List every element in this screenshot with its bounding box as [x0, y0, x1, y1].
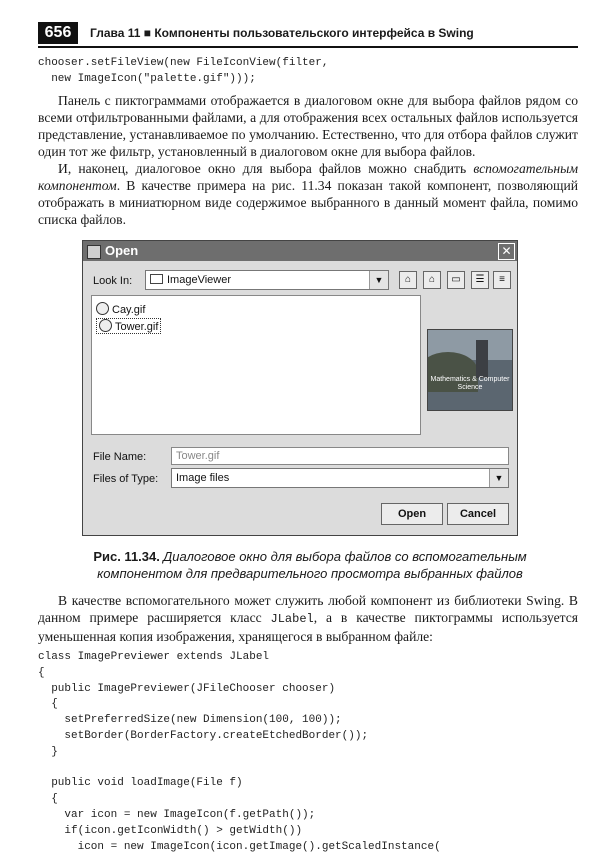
open-button[interactable]: Open	[381, 503, 443, 525]
code-block-top: chooser.setFileView(new FileIconView(filter, new ImageIcon("palette.gif")));	[38, 57, 329, 85]
paragraph-3: В качестве вспомогательного может служить любой компонент из библиотеки Swing. В данном примере расширяется класс JLabel, а в качестве пиктограммы используется уменьшенная копия изображения, хранящегося в выбранном файле:	[38, 593, 579, 644]
figure-label: Рис. 11.34.	[93, 549, 160, 564]
dialog-titlebar	[83, 241, 517, 261]
list-view-icon[interactable]: ☰	[471, 271, 489, 289]
inline-code: JLabel	[270, 612, 314, 626]
paragraph-2: И, наконец, диалоговое окно для выбора файлов можно снабдить вспомогательным компонентом. В качестве примера на рис. 11.34 показан такой компонент, позволяющий отображать в миниатюрном виде содержимое выбранного в данный момент файла, помимо списка файлов.	[38, 161, 578, 227]
emphasis-text: вспомогательным компонентом	[38, 161, 578, 193]
dialog-title: Open	[105, 243, 139, 258]
window-icon	[87, 245, 101, 259]
files-of-type-combo[interactable]	[171, 468, 509, 488]
cancel-button[interactable]: Cancel	[447, 503, 509, 525]
chevron-down-icon[interactable]: ▼	[369, 271, 388, 289]
file-list[interactable]	[91, 295, 421, 435]
file-name-input[interactable]: Tower.gif	[171, 447, 509, 465]
page-number: 656	[38, 22, 78, 44]
up-folder-icon[interactable]: ⌂	[399, 271, 417, 289]
preview-caption: Mathematics & Computer Science	[430, 376, 510, 391]
list-item-selected[interactable]: Tower.gif	[96, 318, 161, 334]
image-file-icon	[96, 302, 109, 315]
chevron-down-icon[interactable]: ▼	[489, 469, 508, 487]
image-file-icon	[99, 319, 112, 332]
files-of-type-label: Files of Type:	[93, 473, 159, 485]
files-of-type-value: Image files	[176, 472, 230, 484]
code-block-bottom: class ImagePreviewer extends JLabel { public ImagePreviewer(JFileChooser chooser) { setPreferredSize(new Dimension(100, 100)); setBorder(BorderFactory.createEtchedBorder()); } public void loadImage(File f) { var icon = new ImageIcon(f.getPath()); if(icon.getIconWidth() > getWidth()) icon = new ImageIcon(icon.getImage().getScaledInstance(	[38, 651, 441, 853]
chapter-title: Глава 11 ■ Компоненты пользовательского интерфейса в Swing	[90, 26, 474, 40]
look-in-combo[interactable]	[145, 270, 389, 290]
page-header	[38, 22, 578, 48]
tower-image	[476, 340, 488, 378]
new-folder-icon[interactable]: ▭	[447, 271, 465, 289]
image-preview	[427, 329, 513, 411]
open-file-dialog	[82, 240, 518, 536]
paragraph-1: Панель с пиктограммами отображается в диалоговом окне для выбора файлов рядом со всеми отфильтрованными файлами, а для отображения всех остальных файлов используется представление, устанавливаемое по умолчанию. Естественно, что для отбора файлов служит один тот же фильтр, установленный в диалоговом окне для выбора файлов.	[38, 93, 578, 159]
folder-icon	[150, 274, 163, 284]
close-button[interactable]: ✕	[498, 243, 515, 260]
list-item[interactable]: Cay.gif	[96, 302, 145, 316]
file-name-label: File Name:	[93, 451, 147, 463]
look-in-label: Look In:	[93, 275, 133, 287]
figure-caption-text: Диалоговое окно для выбора файлов со вспомогательным компонентом для предварительного просмотра выбранных файлов	[97, 549, 527, 581]
figure-caption	[80, 548, 540, 582]
look-in-value: ImageViewer	[150, 274, 231, 286]
home-icon[interactable]: ⌂	[423, 271, 441, 289]
details-view-icon[interactable]: ≡	[493, 271, 511, 289]
